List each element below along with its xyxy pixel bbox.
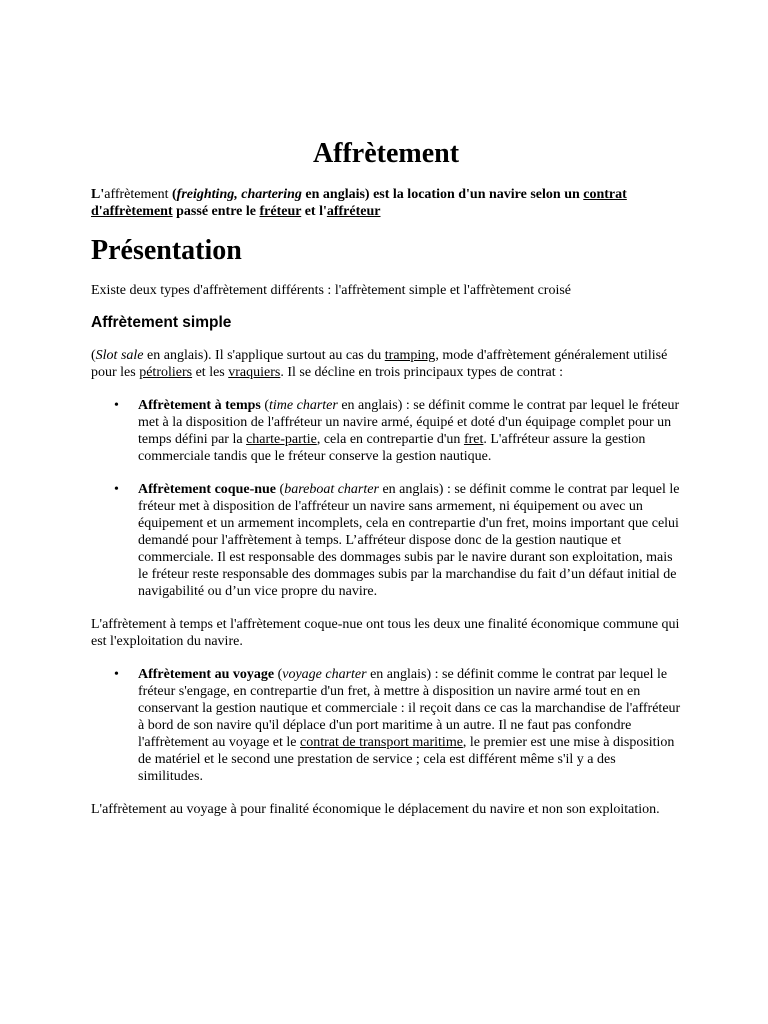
item-open: ( bbox=[276, 482, 285, 497]
item-title: Affrètement coque-nue bbox=[138, 482, 277, 497]
intro-rest-2: passé entre le bbox=[172, 204, 260, 219]
section-heading-presentation: Présentation bbox=[91, 235, 242, 266]
item-open: ( bbox=[260, 398, 270, 413]
bullet-icon: • bbox=[114, 398, 119, 413]
document-page bbox=[91, 136, 681, 818]
link-charte-partie[interactable]: charte-partie bbox=[246, 432, 317, 447]
intro-word: affrètement bbox=[104, 187, 169, 202]
middle-paragraph: L'affrètement à temps et l'affrètement coque-nue ont tous les deux une finalité économique commune qui est l'exploitation du navire. bbox=[91, 617, 680, 649]
item-open: ( bbox=[274, 667, 283, 682]
link-contrat-transport-maritime[interactable]: contrat de transport maritime bbox=[300, 735, 463, 750]
item-term: voyage charter bbox=[282, 667, 367, 682]
presentation-paragraph: Existe deux types d'affrètement différents : l'affrètement simple et l'affrètement croisé bbox=[91, 283, 572, 298]
item-term: time charter bbox=[269, 398, 338, 413]
intro-terms: freighting, chartering bbox=[176, 187, 302, 202]
contract-type-list bbox=[91, 397, 681, 600]
item-term: bareboat charter bbox=[284, 482, 379, 497]
intro-rest-3: et l' bbox=[301, 204, 327, 219]
item-text-1: en anglais) : se définit comme le contrat par lequel le fréteur met à la disposition de l'affréteur un navire armé, équipé et doté d'un équipage complet pour un temps défini par la bbox=[138, 398, 680, 447]
final-paragraph: L'affrètement au voyage à pour finalité économique le déplacement du navire et non son exploitation. bbox=[91, 802, 660, 817]
simple-rest-1: en anglais). Il s'applique surtout au cas du bbox=[143, 348, 385, 363]
intro-rest-1: en anglais) est la location d'un navire selon un bbox=[301, 187, 584, 202]
bullet-icon: • bbox=[114, 482, 119, 497]
bullet-icon: • bbox=[114, 667, 119, 682]
subsection-heading-simple: Affrètement simple bbox=[91, 314, 232, 331]
simple-open: ( bbox=[91, 348, 96, 363]
simple-rest-2: , mode d'affrètement généralement utilisé pour les bbox=[91, 348, 668, 380]
item-text-2: , le premier est une mise à disposition de matériel et le second une prestation de service ; cela est différent même s'il y a des similitudes. bbox=[138, 735, 675, 784]
link-petroliers[interactable]: pétroliers bbox=[139, 365, 193, 380]
list-item-affretement-a-temps bbox=[114, 397, 681, 465]
simple-rest-4: . Il se décline en trois principaux types de contrat : bbox=[280, 365, 563, 380]
simple-term: Slot sale bbox=[95, 348, 144, 363]
simple-rest-3: et les bbox=[192, 365, 229, 380]
item-text-1: en anglais) : se définit comme le contrat par lequel le fréteur met à disposition de l'affréteur un navire sans armement, ni équipement ou avec un équipement et un armement incomplets, cela en contrepartie d'un fret, moins important que celui demandé pour l'affrètement à temps. L’affréteur dispose donc de la gestion nautique et commerciale. Il est responsable des dommages subis par le navire durant son exploitation, mais le fréteur reste responsable des dommages subis par la marchandise du fait d’un défaut initial de navigabilité ou d’un vice propre du navire. bbox=[138, 482, 680, 599]
item-text-1: en anglais) : se définit comme le contrat par lequel le fréteur s'engage, en contrepartie d'un fret, à mettre à disposition un navire armé tout en en conservant la gestion nautique et commerciale : il reçoit dans ce cas la marchandise de l'affréteur à bord de son navire qu'il déplace d'un port maritime à un autre. Il ne faut pas confondre l'affrètement au voyage et le bbox=[138, 667, 681, 750]
item-title: Affrètement au voyage bbox=[138, 667, 275, 682]
link-affreteur[interactable]: affréteur bbox=[326, 204, 381, 219]
link-fret[interactable]: fret bbox=[463, 432, 484, 447]
item-text-2: , cela en contrepartie d'un bbox=[316, 432, 464, 447]
item-title: Affrètement à temps bbox=[138, 398, 261, 413]
link-freteur[interactable]: fréteur bbox=[259, 204, 302, 219]
simple-paragraph bbox=[91, 347, 681, 381]
link-tramping[interactable]: tramping bbox=[384, 348, 436, 363]
list-item-affretement-coque-nue bbox=[114, 481, 681, 600]
intro-open-paren: ( bbox=[168, 187, 177, 202]
intro-paragraph bbox=[91, 186, 681, 220]
page-title: Affrètement bbox=[312, 138, 460, 169]
intro-prefix: L' bbox=[91, 187, 105, 202]
link-contrat-affretement[interactable]: contrat d'affrètement bbox=[91, 187, 627, 219]
item-text-3: . L'affréteur assure la gestion commerciale tandis que le fréteur conserve la gestion nautique. bbox=[138, 432, 646, 464]
contract-type-list-2 bbox=[91, 666, 681, 785]
list-item-affretement-au-voyage bbox=[114, 666, 681, 785]
link-vraquiers[interactable]: vraquiers bbox=[228, 365, 281, 380]
